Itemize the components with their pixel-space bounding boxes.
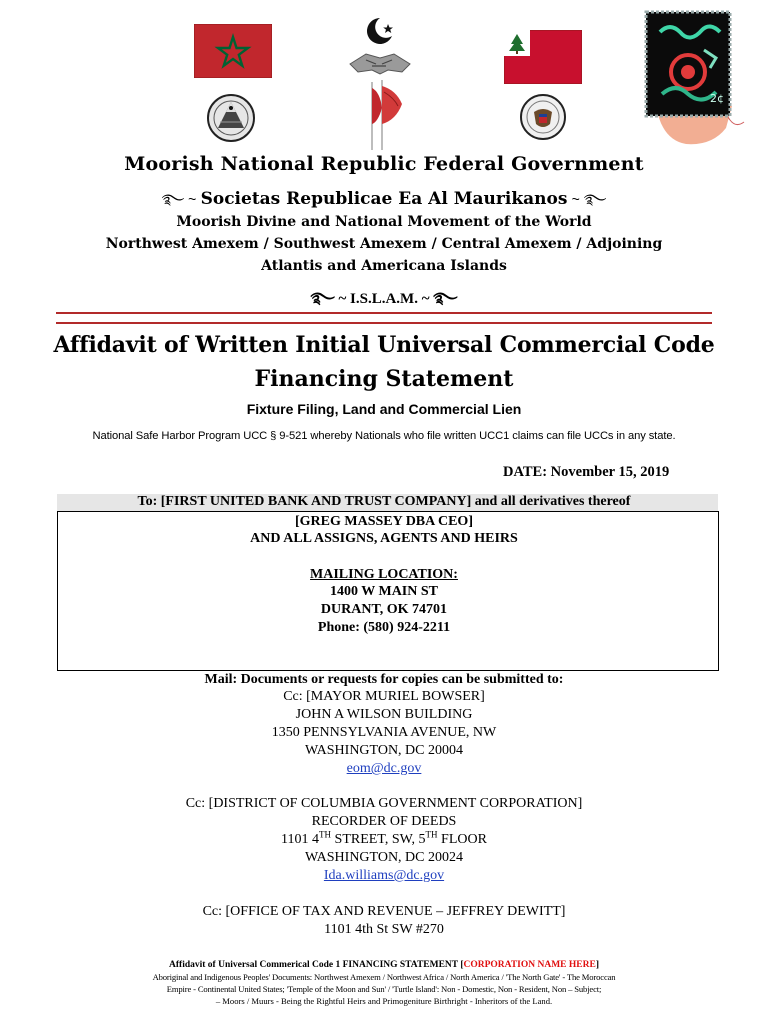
org-title: Moorish National Republic Federal Government [124,153,644,175]
affidavit-subtitle: Fixture Filing, Land and Commercial Lien [246,401,522,417]
movement-line: Moorish Divine and National Movement of the World [176,214,592,230]
cc1-name: Cc: [MAYOR MURIEL BOWSER] [283,689,485,704]
red-rule-bottom [56,322,712,324]
cc1-city: WASHINGTON, DC 20004 [304,743,464,758]
cc1-building: JOHN A WILSON BUILDING [295,707,473,722]
mailing-location-label: MAILING LOCATION: [310,567,458,582]
footer-line1 [0,960,768,970]
red-flags-icon [360,78,408,150]
great-seal-icon [520,94,566,140]
document-date: DATE: November 15, 2019 [503,464,670,480]
cc2-address-sup2: TH [425,829,438,840]
recipient-assigns: AND ALL ASSIGNS, AGENTS AND HEIRS [250,531,518,546]
morocco-flag-icon [194,24,272,78]
cc2-address-a: 1101 4 [281,832,320,847]
cc2-email-link[interactable]: Ida.williams@dc.gov [323,868,445,883]
cc1-email-link[interactable]: eom@dc.gov [346,761,422,776]
cc2-address-sup1: TH [319,829,332,840]
crescent-handshake-icon [346,14,414,78]
new-england-flag-icon [504,30,582,84]
recipient-street: 1400 W MAIN ST [329,584,438,599]
cc2-address [0,829,768,848]
recipient-phone: Phone: (580) 924-2211 [317,620,451,635]
footer-line1-a: Affidavit of Universal Commerical Code 1 FINANCING STATEMENT [ [169,960,464,970]
cc3-address: 1101 4th St SW #270 [324,922,444,937]
recipient-city: DURANT, OK 74701 [320,602,448,617]
affidavit-title-line2: Financing Statement [254,366,514,392]
org-subtitle: Societas Republicae Ea Al Maurikanos [200,189,568,209]
affidavit-title-line1: Affidavit of Written Initial Universal Commercial Code [53,332,715,358]
islam-line: ࿐ ~ I.S.L.A.M. ~ ࿐ [310,291,458,307]
recipient-name: [GREG MASSEY DBA CEO] [294,514,473,529]
program-line: National Safe Harbor Program UCC § 9-521 whereby Nationals who file written UCC1 claims can file UCCs in any state. [92,430,676,442]
cc3-name: Cc: [OFFICE OF TAX AND REVENUE – JEFFREY DEWITT] [202,904,566,919]
atlantis-line: Atlantis and Americana Islands [261,258,507,274]
stamp-icon [642,10,754,148]
footer-corp-placeholder: CORPORATION NAME HERE [463,960,596,970]
cc2-address-c: FLOOR [437,832,487,847]
mail-heading: Mail: Documents or requests for copies can be submitted to: [204,672,564,687]
svg-text:2¢: 2¢ [710,92,724,105]
cc2-city: WASHINGTON, DC 20024 [304,850,464,865]
cc1-email-row [0,761,768,777]
cc2-address-b: STREET, SW, 5 [331,832,426,847]
red-rule-top [56,312,712,314]
to-line: To: [FIRST UNITED BANK AND TRUST COMPANY] and all derivatives thereof [137,494,631,509]
cc2-name: Cc: [DISTRICT OF COLUMBIA GOVERNMENT CORPORATION] [185,796,583,811]
cc2-recorder: RECORDER OF DEEDS [311,814,457,829]
footer-line2: Aboriginal and Indigenous Peoples' Documents: Northwest Amexem / Northwest Africa / North America / 'The North Gate' - The Moroccan [152,972,616,982]
amexem-line: Northwest Amexem / Southwest Amexem / Central Amexem / Adjoining [105,236,663,252]
flourish-left-icon: ࿐ ~ [161,191,197,207]
cc2-email-row [0,868,768,884]
footer-line1-b: ] [595,960,599,970]
flourish-right-icon: ~ ࿐ [571,191,607,207]
pyramid-seal-icon [206,94,256,142]
footer-line4: – Moors / Muurs - Being the Rightful Heirs and Primogeniture Birthright - Inheritors of the Land. [215,996,553,1006]
footer-line3: Empire - Continental United States; 'Temple of the Moon and Sun' / 'Turtle Island': Non - Domestic, Non - Resident, Non – Subject; [166,984,602,994]
cc1-street: 1350 PENNSYLVANIA AVENUE, NW [271,725,497,740]
